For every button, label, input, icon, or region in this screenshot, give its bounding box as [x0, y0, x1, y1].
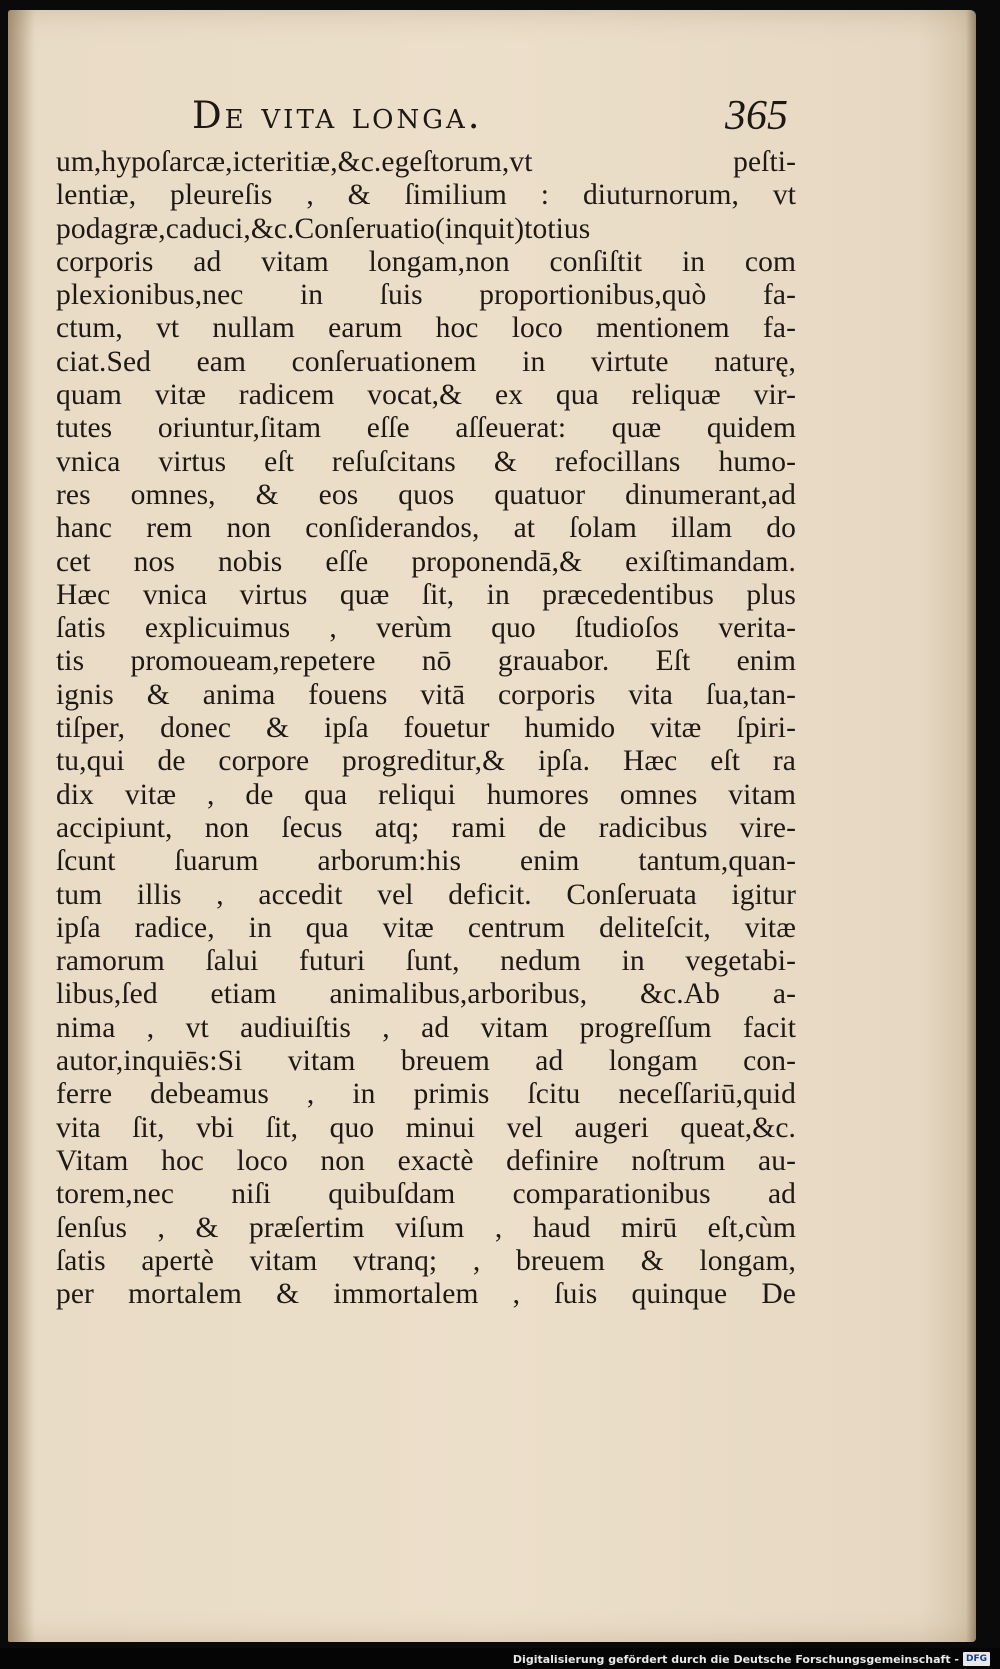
gutter-shadow	[8, 10, 34, 1642]
body-text	[56, 146, 796, 1311]
text-line: ferre debeamus , in primis ſcitu neceſſariū,quid	[56, 1078, 796, 1111]
text-line: vnica virtus eſt reſuſcitans & refocillans humo-	[56, 445, 796, 478]
text-line: ciat.Sed eam conſeruationem in virtute naturę,	[56, 345, 796, 378]
text-line: torem,nec niſi quibuſdam comparationibus ad	[56, 1178, 796, 1211]
text-line: podagræ,caduci,&c.Conſeruatio(inquit)totius	[56, 212, 591, 245]
text-line: Hæc vnica virtus quæ ſit, in præcedentibus plus	[56, 578, 796, 611]
credit-text: Digitalisierung gefördert durch die Deutsche Forschungsgemeinschaft -	[512, 1652, 959, 1666]
text-line: nima , vt audiuiſtis , ad vitam progreſſum facit	[56, 1011, 796, 1044]
text-line: tu,qui de corpore progreditur,& ipſa. Hæc eſt ra	[56, 745, 796, 778]
text-line: accipiunt, non ſecus atq; rami de radicibus vire-	[56, 811, 796, 844]
text-line: autor,inquiēs:Si vitam breuem ad longam con-	[56, 1045, 796, 1078]
text-line: cet nos nobis eſſe proponendā,& exiſtimandam.	[56, 545, 796, 578]
text-line: ſenſus , & præſertim viſum , haud mirū eſt,cùm	[56, 1211, 796, 1244]
text-line: ignis & anima fouens vitā corporis vita ſua,tan-	[56, 678, 796, 711]
text-line: um,hypoſarcæ,icteritiæ,&c.egeſtorum,vt peſti-	[56, 146, 796, 178]
dfg-logo: DFG	[963, 1652, 990, 1666]
text-line: tum illis , accedit vel deficit. Conſeruata igitur	[56, 878, 796, 911]
page-number: 365	[725, 93, 788, 139]
text-line: ſatis apertè vitam vtranq; , breuem & longam,	[56, 1244, 796, 1277]
text-line: ſatis explicuimus , verùm quo ſtudioſos verita-	[56, 612, 796, 645]
text-line: Vitam hoc loco non exactè definire noſtrum au-	[56, 1144, 796, 1177]
text-line: libus,ſed etiam animalibus,arboribus, &c.Ab a-	[56, 978, 796, 1011]
text-line: corporis ad vitam longam,non conſiſtit in com	[56, 245, 796, 278]
text-line: quam vitæ radicem vocat,& ex qua reliquæ vir-	[56, 379, 796, 412]
running-title: De vita longa.	[192, 94, 483, 137]
page-edge	[966, 10, 976, 1642]
book-page	[8, 10, 976, 1642]
text-line: ctum, vt nullam earum hoc loco mentionem fa-	[56, 312, 796, 345]
text-line: tis promoueam,repetere nō grauabor. Eſt enim	[56, 645, 796, 678]
digitization-credit	[513, 1651, 990, 1667]
running-head	[62, 92, 788, 144]
text-line: per mortalem & immortalem , ſuis quinque De	[56, 1278, 796, 1311]
text-line: ramorum ſalui futuri ſunt, nedum in vegetabi-	[56, 945, 796, 978]
text-line: vita ſit, vbi ſit, quo minui vel augeri queat,&c.	[56, 1111, 796, 1144]
text-line: tiſper, donec & ipſa fouetur humido vitæ ſpiri-	[56, 712, 796, 745]
text-line: lentiæ, pleureſis , & ſimilium : diuturnorum, vt	[56, 179, 796, 212]
text-line: dix vitæ , de qua reliqui humores omnes vitam	[56, 778, 796, 811]
text-line: ſcunt ſuarum arborum:his enim tantum,quan-	[56, 845, 796, 878]
text-line: plexionibus,nec in ſuis proportionibus,quò fa-	[56, 279, 796, 312]
text-line: res omnes, & eos quos quatuor dinumerant,ad	[56, 478, 796, 511]
text-line: hanc rem non conſiderandos, at ſolam illam do	[56, 512, 796, 545]
text-line: ipſa radice, in qua vitæ centrum deliteſcit, vitæ	[56, 911, 796, 944]
text-line: tutes oriuntur,ſitam eſſe aſſeuerat: quæ quidem	[56, 412, 796, 445]
